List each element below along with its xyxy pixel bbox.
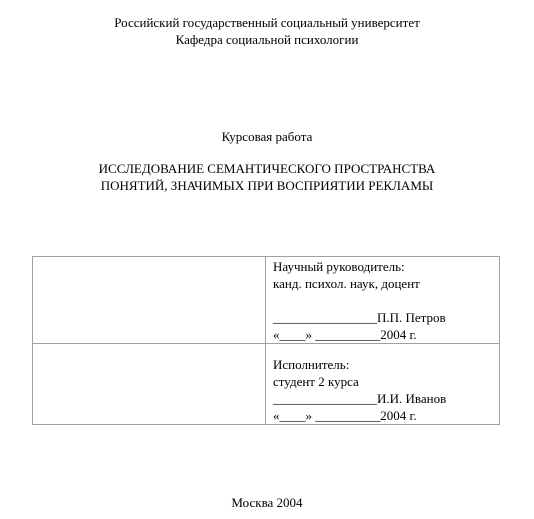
- supervisor-cell: [266, 257, 500, 344]
- document-title-line-1: ИССЛЕДОВАНИЕ СЕМАНТИЧЕСКОГО ПРОСТРАНСТВА: [98, 161, 436, 176]
- supervisor-degree: канд. психол. наук, доцент: [273, 276, 420, 291]
- supervisor-spacer: [273, 292, 499, 309]
- supervisor-empty-cell: [33, 257, 266, 344]
- author-signature-line: ________________И.И. Иванов: [273, 391, 447, 406]
- university-name: Российский государственный социальный университет: [114, 15, 420, 30]
- city-year: Москва 2004: [231, 495, 303, 510]
- author-cell: [266, 344, 500, 425]
- supervisor-label: Научный руководитель:: [273, 259, 405, 274]
- document-title-line-2: ПОНЯТИЙ, ЗНАЧИМЫХ ПРИ ВОСПРИЯТИИ РЕКЛАМЫ: [100, 178, 434, 193]
- work-type: Курсовая работа: [221, 129, 313, 144]
- author-label: Исполнитель:: [273, 357, 350, 372]
- author-row: [33, 344, 500, 425]
- supervisor-row: [33, 257, 500, 344]
- author-empty-cell: [33, 344, 266, 425]
- signature-table: [32, 256, 500, 425]
- supervisor-date-line: «____» __________2004 г.: [273, 327, 417, 342]
- department-name: Кафедра социальной психологии: [175, 32, 359, 47]
- document-title: [0, 160, 534, 194]
- author-date-line: «____» __________2004 г.: [273, 408, 417, 423]
- supervisor-signature-line: ________________П.П. Петров: [273, 310, 446, 325]
- title-page-header: [0, 14, 534, 48]
- author-status: студент 2 курса: [273, 374, 359, 389]
